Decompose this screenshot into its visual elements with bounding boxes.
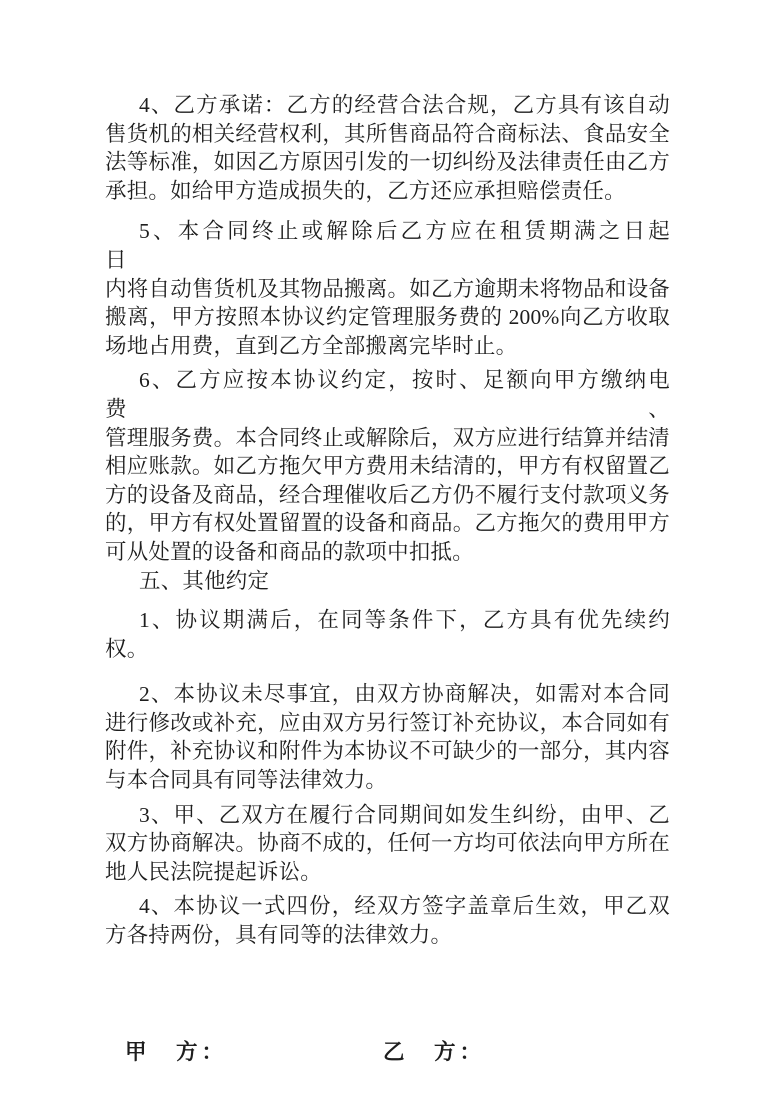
party-a-label: 甲 方： xyxy=(125,1039,228,1064)
signature-line xyxy=(105,1038,670,1067)
other-terms-item-2: 2、本协议未尽事宜，由双方协商解决，如需对本合同 进行修改或补充，应由双方另行签订补充协议，本合同如有 附件，补充协议和附件为本协议不可缺少的一部分，其内容 与本合同具有同等法律效力。 xyxy=(105,682,670,793)
party-b-label: 乙 方： xyxy=(383,1039,486,1064)
other-terms-item-4: 4、本协议一式四份，经双方签字盖章后生效，甲乙双 方各持两份，具有同等的法律效力。 xyxy=(105,894,670,948)
contract-body xyxy=(105,91,714,1066)
clause-6-paragraph: 6、乙方应按本协议约定，按时、足额向甲方缴纳电费、 管理服务费。本合同终止或解除后，双方应进行结算并结清 相应账款。如乙方拖欠甲方费用未结清的，甲方有权留置乙 方的设备及商品，经合理催收后乙方仍不履行支付款项义务 的，甲方有权处置留置的设备和商品。乙方拖欠的费用甲方 可从处置的设备和商品的款项中扣抵。 xyxy=(105,368,670,564)
clause-4-paragraph: 4、乙方承诺：乙方的经营合法合规，乙方具有该自动 售货机的相关经营权利，其所售商品符合商标法、食品安全 法等标准，如因乙方原因引发的一切纠纷及法律责任由乙方 承担。如给甲方造成损失的，乙方还应承担赔偿责任。 xyxy=(105,93,670,203)
other-terms-item-1: 1、协议期满后，在同等条件下，乙方具有优先续约权。 xyxy=(105,608,670,661)
clause-5-paragraph: 5、本合同终止或解除后乙方应在租赁期满之日起 日 内将自动售货机及其物品搬离。如乙方逾期未将物品和设备 搬离，甲方按照本协议约定管理服务费的 200%向乙方收取 场地占用费，直到乙方全部搬离完毕时止。 xyxy=(105,219,714,358)
section-5-heading: 五、其他约定 xyxy=(139,568,270,593)
other-terms-item-3: 3、甲、乙双方在履行合同期间如发生纠纷，由甲、乙 双方协商解决。协商不成的，任何一方均可依法向甲方所在 地人民法院提起诉讼。 xyxy=(105,802,670,884)
